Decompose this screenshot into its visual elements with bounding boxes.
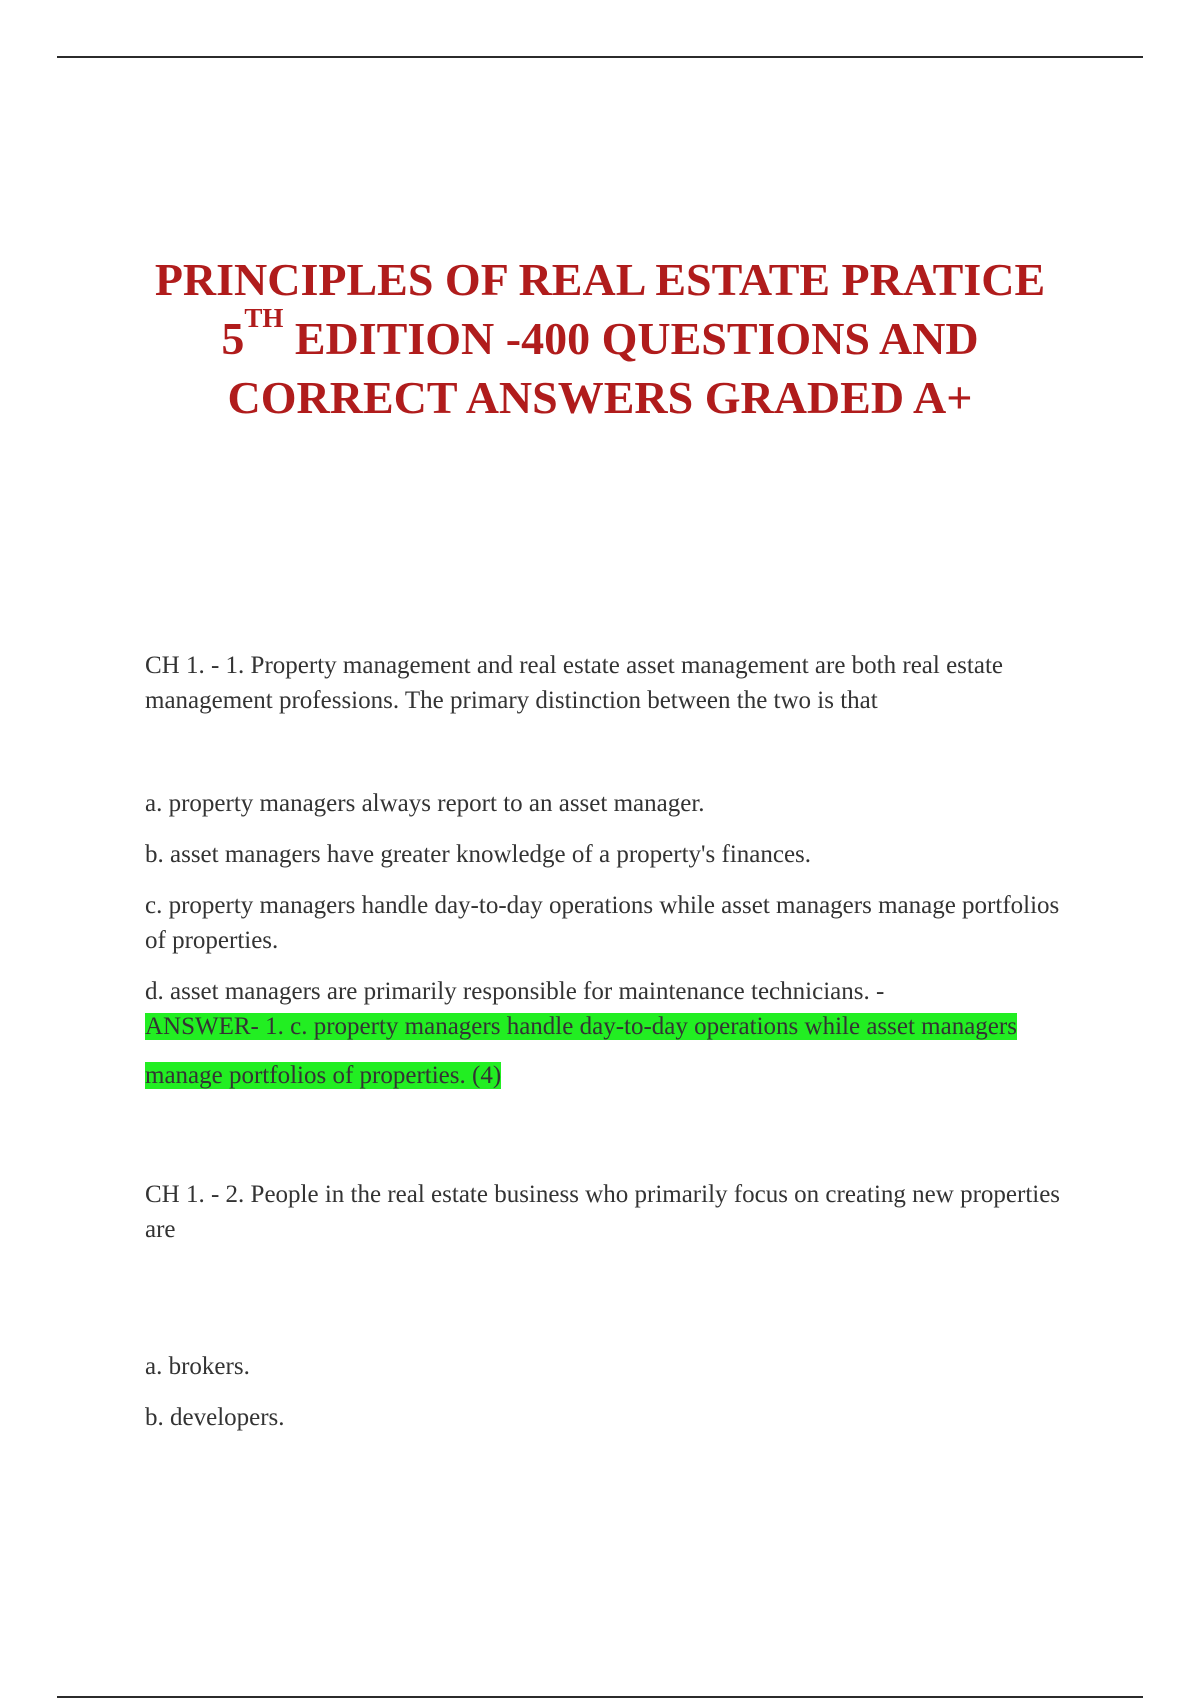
title-line-2: EDITION -400 QUESTIONS AND xyxy=(283,313,979,364)
title-line-1: PRINCIPLES OF REAL ESTATE PRATICE xyxy=(154,254,1046,305)
question-1-option-c: c. property managers handle day-to-day operations while asset managers manage portfolios of properties. xyxy=(145,892,1060,954)
question-1-option-d xyxy=(145,974,1085,1044)
title-edition-suffix: TH xyxy=(244,303,284,333)
question-1-answer-continued xyxy=(145,1058,1085,1093)
question-1-option-d-text: d. asset managers are primarily responsible for maintenance technicians. - xyxy=(145,978,885,1005)
title-line-3: CORRECT ANSWERS GRADED A+ xyxy=(227,372,973,423)
question-2-option-b: b. developers. xyxy=(145,1404,285,1431)
document-title xyxy=(100,250,1100,427)
question-1-answer-highlight: ANSWER- 1. c. property managers handle day-to-day operations while asset managers xyxy=(145,1013,1017,1040)
top-rule xyxy=(57,56,1143,58)
question-2-stem: CH 1. - 2. People in the real estate business who primarily focus on creating new properties are xyxy=(145,1181,1061,1243)
question-2-option-a: a. brokers. xyxy=(145,1353,250,1380)
question-content xyxy=(145,648,1085,1451)
question-1-answer-highlight-2: manage portfolios of properties. (4) xyxy=(145,1062,502,1089)
question-2 xyxy=(145,1177,1085,1435)
question-1-option-a: a. property managers always report to an asset manager. xyxy=(145,790,705,817)
title-edition-number: 5 xyxy=(221,313,245,364)
bottom-rule xyxy=(57,1696,1143,1698)
question-1-stem: CH 1. - 1. Property management and real estate asset management are both real estate management professions. The primary distinction between the two is that xyxy=(145,652,1003,714)
question-1 xyxy=(145,648,1085,1093)
question-1-option-b: b. asset managers have greater knowledge of a property's finances. xyxy=(145,841,812,868)
